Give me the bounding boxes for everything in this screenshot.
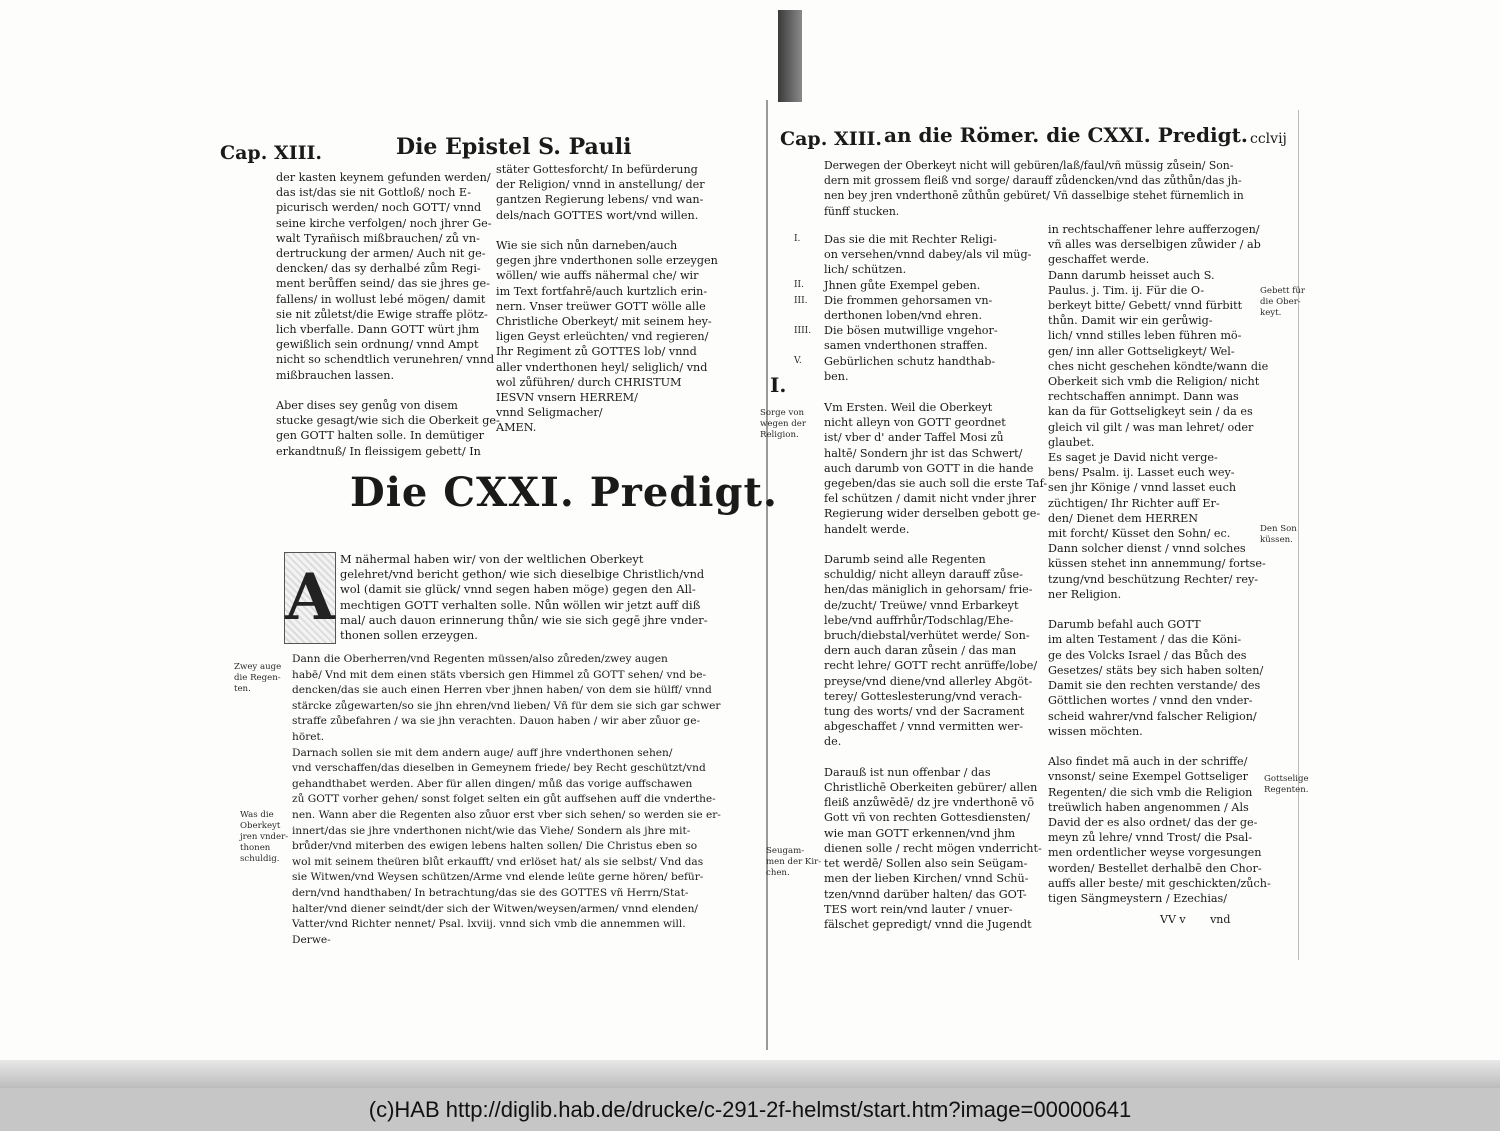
text-line [824, 750, 1044, 765]
text-line: stärcke zůgewarten/so sie jhn ehren/vnd lieben/ Vñ für dem sie sich gar schwer [292, 699, 721, 712]
margin-note-rulers [1264, 774, 1309, 796]
list-line: Gebürlichen schutz handthab- [824, 354, 996, 368]
text-line: gen GOTT halten solle. In demütiger [276, 429, 485, 443]
text-line: Oberkeit sich vmb die Religion/ nicht [1048, 375, 1260, 389]
text-line: Also findet mā auch in der schriffe/ [1048, 755, 1248, 769]
text-line: dienen solle / recht mögen vnderricht- [824, 841, 1042, 855]
text-line: halter/vnd diener seindt/der sich der Witwen/weysen/armen/ vnnd elenden/ [292, 902, 698, 915]
text-line: men ordentlicher weyse vorgesungen [1048, 846, 1262, 860]
text-line: worden/ Bestellet derhalbē den Chor- [1048, 861, 1262, 875]
text-line: thonen sollen erzeygen. [340, 628, 478, 643]
left-column-2 [496, 162, 716, 436]
list-numeral: IIII. [794, 326, 812, 336]
margin-line: men der Kir- [766, 857, 822, 867]
text-line: wol (damit sie glück/ vnnd segen haben möge) gegen den All- [340, 582, 696, 597]
text-line: ment berůffen seind/ das sie jhres ge- [276, 277, 490, 291]
text-line: tzen/vnnd darüber halten/ das GOT- [824, 887, 1027, 901]
text-line: nern. Vnser treüwer GOTT wölle alle [496, 299, 706, 313]
right-column-1 [824, 400, 1048, 932]
text-line: dern mit grossem fleiß vnd sorge/ darauff zůdencken/vnd das zůthůn/das jh- [824, 174, 1242, 188]
margin-note-nursing-mothers [766, 846, 821, 879]
list-numeral: III. [794, 296, 808, 306]
text-line: in rechtschaffener lehre aufferzogen/ [1048, 223, 1260, 236]
list-line: samen vnderthonen straffen. [824, 339, 988, 353]
text-line: tung des worts/ vnd der Sacrament [824, 705, 1025, 719]
margin-note-religion [760, 408, 806, 441]
text-line: Darauß ist nun offenbar / das [824, 765, 991, 779]
margin-note-two-eyes [234, 662, 281, 695]
text-line: Darumb seind alle Regenten [824, 553, 986, 567]
text-line: lebe/vnd auffrhůr/Todschlag/Ehe- [824, 613, 1014, 627]
text-line: Paulus. j. Tim. ij. Für die O- [1048, 283, 1205, 297]
text-line: das ist/das sie nit Gottloß/ noch E- [276, 186, 472, 200]
text-line: gantzen Regierung lebens/ vnd wan- [496, 193, 704, 207]
text-line: züchtigen/ Ihr Richter auff Er- [1048, 496, 1220, 510]
left-column-1 [276, 170, 500, 459]
text-line: gewißlich sein ordnung/ vnnd Ampt [276, 338, 479, 352]
text-line: Göttlichen wortes / vnnd den vnder- [1048, 694, 1253, 708]
list-line: lich/ schützen. [824, 263, 907, 277]
text-line: gegen jhre vnderthonen solle erzeygen [496, 254, 718, 268]
margin-line: wegen der [760, 419, 806, 429]
text-line: lich vberfalle. Dann GOTT würt jhm [276, 323, 480, 337]
list-numeral: V. [794, 356, 802, 366]
section-numeral: I. [770, 373, 787, 397]
list-line: ben. [824, 369, 849, 383]
margin-line: keyt. [1260, 308, 1282, 318]
text-line: vnnd Seligmacher/ [496, 406, 603, 420]
text-line [824, 537, 1044, 552]
text-line: tet werdē/ Sollen also sein Seügam- [824, 857, 1028, 871]
text-line: tzung/vnd beschützung Rechter/ rey- [1048, 572, 1259, 586]
text-line: erkandtnuß/ In fleissigem gebett/ In [276, 444, 481, 458]
text-line: gelehret/vnd bericht gethon/ wie sich dieselbige Christlich/vnd [340, 567, 705, 582]
text-line: wöllen/ wie auffs nähermal che/ wir [496, 269, 699, 283]
text-line: straffe zůbefahren / wa sie jhn verachten. Dauon haben / wir aber zůuor ge- [292, 715, 701, 728]
catchword: VV v vnd [1160, 913, 1231, 926]
text-line: treüwlich haben angenommen / Als [1048, 800, 1249, 814]
text-line: sie Witwen/vnd Weysen schützen/Arme vnd elende leüte gerne hören/ befür- [292, 871, 704, 884]
book-gutter-shadow [778, 10, 802, 102]
sermon-intro [340, 552, 720, 643]
text-line: mit forcht/ Küsset den Sohn/ ec. [1048, 527, 1231, 541]
text-line: ches nicht geschehen köndte/wann die [1048, 359, 1269, 373]
text-line: hen/das mäniglich in gehorsam/ frie- [824, 583, 1033, 597]
text-line: IESVN vnsern HERREM/ [496, 391, 638, 405]
text-line: dern/vnd handthaben/ In betrachtung/das sie des GOTTES vñ Herrn/Stat- [292, 886, 689, 899]
text-line: Dann solcher dienst / vnnd solches [1048, 542, 1246, 556]
text-line: im Text fortfahrē/auch kurtzlich erin- [496, 284, 708, 298]
text-line: glaubet. [1048, 435, 1095, 449]
margin-line: Gottselige [1264, 774, 1309, 784]
text-line: mißbrauchen lassen. [276, 368, 395, 382]
margin-line: Sorge von [760, 408, 805, 418]
text-line: innert/das sie jhre vnderthonen nicht/wie das Viehe/ Sondern als jhre mit- [292, 824, 691, 837]
text-line: Vm Ersten. Weil die Oberkeyt [824, 401, 993, 414]
text-line: thůn. Damit wir ein gerůwig- [1048, 314, 1213, 328]
text-line: tigen Sängmeystern / Ezechias/ [1048, 891, 1228, 905]
text-line: rechtschaffen annimpt. Dann was [1048, 390, 1239, 404]
decorated-initial: A [284, 552, 336, 644]
text-line: bens/ Psalm. ij. Lasset euch wey- [1048, 466, 1235, 480]
text-line: Ihr Regiment zů GOTTES lob/ vnnd [496, 345, 697, 359]
text-line: Derwe- [292, 933, 331, 946]
sermon-body [292, 652, 732, 948]
list-line: Die frommen gehorsamen vn- [824, 293, 993, 307]
text-line: seine kirche verfolgen/ noch jhrer Ge- [276, 216, 492, 230]
margin-line: Zwey auge [234, 662, 282, 672]
text-line: handelt werde. [824, 522, 910, 536]
text-line: stucke gesagt/wie sich die Oberkeit ge- [276, 414, 500, 428]
list-line: on versehen/vnnd dabey/als vil müg- [824, 248, 1032, 262]
text-line: vnd verschaffen/das dieselben in Gemeynem friede/ bey Recht geschützt/vnd [292, 762, 706, 775]
five-points-list [824, 232, 1044, 384]
text-line: Damit sie den rechten verstande/ des [1048, 679, 1261, 693]
text-line: Dann die Oberherren/vnd Regenten müssen/also zůreden/zwey augen [292, 653, 668, 665]
text-line: dern auch daran zůsein / das man [824, 644, 1017, 658]
margin-line: schuldig. [240, 854, 280, 864]
text-line: dencken/das sie auch einen Herren vber jhnen haben/ von dem sie hülff/ vnnd [292, 684, 712, 697]
margin-line: Den Son [1260, 524, 1297, 534]
text-line: wol zůführen/ durch CHRISTUM [496, 375, 682, 389]
text-line: gen/ inn aller Gottseligkeyt/ Wel- [1048, 344, 1235, 358]
right-page [760, 123, 1309, 931]
text-line: küssen stehet inn annemmung/ fortse- [1048, 557, 1266, 571]
text-line: recht lehre/ GOTT recht anrüffe/lobe/ [824, 659, 1038, 673]
text-line: Wie sie sich nůn darneben/auch [496, 239, 678, 253]
text-line: Aber dises sey genůg von disem [276, 399, 458, 413]
margin-line: jren vnder- [240, 832, 289, 842]
text-line: wissen möchten. [1048, 724, 1143, 738]
text-line: berkeyt bitte/ Gebett/ vnnd fürbitt [1048, 299, 1243, 313]
text-line: höret. [292, 730, 325, 743]
text-line: haltē/ Sondern jhr ist das Schwert/ [824, 446, 1023, 460]
text-line: habē/ Vnd mit dem einen stäts vbersich gen Himmel zů GOTT sehen/ vnd be- [292, 668, 707, 681]
right-column-2 [1048, 222, 1271, 906]
text-line: nicht alleyn von GOTT geordnet [824, 416, 1006, 430]
text-line: mechtigen GOTT verhalten solle. Nůn wöllen wir jetzt auff diß [340, 597, 701, 612]
margin-line: die Regen- [234, 673, 281, 683]
margin-line: Regenten. [1264, 785, 1309, 795]
text-line: vnsonst/ seine Exempel Gottseliger [1048, 770, 1249, 784]
text-line: ge des Volcks Israel / das Bůch des [1048, 648, 1247, 662]
text-line: terey/ Gotteslesterung/vnd verach- [824, 689, 1022, 703]
sermon-title: Die CXXI. Predigt. [350, 469, 778, 516]
margin-line: Oberkeyt [240, 821, 281, 831]
text-line: den/ Dienet dem HERREN [1048, 511, 1199, 525]
text-line: fallens/ in wollust lebé mögen/ damit [276, 292, 486, 306]
text-line: de/zucht/ Treüwe/ vnnd Erbarkeyt [824, 598, 1019, 612]
text-line: nen. Wann aber die Regenten also zůuor erst vber sich sehen/ so werden sie er- [292, 808, 721, 821]
margin-line: die Ober- [1260, 297, 1301, 307]
text-line: schuldig/ nicht alleyn darauff zůse- [824, 568, 1023, 582]
text-line [1048, 739, 1260, 754]
left-page [210, 134, 778, 946]
left-chapter-heading: Cap. XIII. [220, 142, 322, 164]
margin-line: Seugam- [766, 846, 805, 856]
text-line: dels/nach GOTTES wort/vnd willen. [496, 208, 699, 222]
text-line: nen bey jren vnderthonē zůthůn gebüret/ Vñ dasselbige stehet fürnemlich in [824, 189, 1244, 203]
margin-line: Was die [240, 810, 274, 820]
margin-line: küssen. [1260, 535, 1293, 545]
text-line: lich/ vnnd stilles leben führen mö- [1048, 329, 1242, 343]
text-line: brůder/vnd miterben des ewigen lebens halten sollen/ Die Christus eben so [292, 840, 698, 853]
folio-number: cclvij [1250, 131, 1287, 147]
text-line: de. [824, 735, 842, 749]
margin-line: chen. [766, 868, 790, 878]
text-line: im alten Testament / das die Köni- [1048, 633, 1242, 647]
text-line: mal/ auch dauon erinnerung thůn/ wie sie sich gegē jhre vnder- [340, 612, 708, 627]
text-line: Gesetzes/ stäts bey sich haben solten/ [1048, 663, 1264, 677]
text-line: Christliche Oberkeyt/ mit seinem hey- [496, 315, 712, 329]
text-line: ner Religion. [1048, 587, 1122, 601]
text-line: bruch/diebstal/verhütet werde/ Son- [824, 629, 1030, 643]
text-line: Regierung wider derselben gebott ge- [824, 507, 1041, 521]
text-line: Darnach sollen sie mit dem andern auge/ auff jhre vnderthonen sehen/ [292, 746, 673, 759]
text-line: auffs aller beste/ mit geschickten/zůch- [1048, 876, 1271, 890]
text-line: zů GOTT vorher gehen/ sonst folget selten ein gůt auffsehen auff die vnderthe- [292, 793, 716, 806]
text-line: der kasten keynem gefunden werden/ [276, 171, 491, 184]
scan-bottom-shadow [0, 1060, 1500, 1088]
text-line: dertruckung der armen/ Auch nit ge- [276, 247, 486, 261]
text-line: Dann darumb heisset auch S. [1048, 268, 1215, 282]
text-line: gehandthabet werden. Aber für allen dingen/ můß das vorige auffschawen [292, 777, 693, 790]
text-line: auch darumb von GOTT in die hande [824, 461, 1034, 475]
page-fold-line [766, 100, 768, 1050]
text-line: gegeben/das sie auch soll die erste Taf- [824, 477, 1048, 491]
text-line: walt Tyrañisch mißbrauchen/ zů vn- [276, 231, 480, 245]
text-line: abgeschaffet / vnnd vermitten wer- [824, 720, 1024, 734]
text-line: men der lieben Kirchen/ vnnd Schü- [824, 872, 1029, 886]
text-line: ist/ vber d' ander Taffel Mosi zů [824, 431, 1004, 445]
text-line: nicht so schendtlich verunehren/ vnnd [276, 353, 495, 367]
text-line: ligen Geyst erleüchten/ vnd regieren/ [496, 330, 709, 344]
text-line: kan da für Gottseligkeyt sein / da es [1048, 405, 1253, 419]
margin-line: Religion. [760, 430, 799, 440]
text-line: aller vnderthonen heyl/ seliglich/ vnd [496, 360, 708, 374]
text-line: dencken/ das sy derhalbé zům Regi- [276, 262, 481, 276]
margin-line: thonen [240, 843, 271, 853]
text-line: geschaffet werde. [1048, 253, 1150, 267]
text-line: fünff stucken. [824, 204, 900, 218]
margin-line: ten. [234, 684, 251, 694]
text-line: stäter Gottesforcht/ In befürderung [496, 163, 698, 176]
text-line: David der es also ordnet/ das der ge- [1048, 815, 1258, 829]
text-line: fel schützen / damit nicht vnder jhrer [824, 492, 1036, 506]
right-intro [824, 158, 1294, 219]
list-line: derthonen loben/vnd ehren. [824, 309, 983, 323]
list-line: Das sie die mit Rechter Religi- [824, 233, 997, 246]
text-line: fälschet gepredigt/ vnnd die Jugendt [824, 917, 1032, 931]
text-line: Regenten/ die sich vmb die Religion [1048, 785, 1253, 799]
text-line [496, 223, 716, 238]
list-line: Die bösen mutwillige vngehor- [824, 324, 998, 338]
list-numeral: I. [794, 234, 801, 244]
text-line: AMEN. [496, 421, 537, 435]
text-line: meyn zů lehre/ vnnd Trost/ die Psal- [1048, 831, 1253, 845]
text-line: sen jhr Könige / vnnd lasset euch [1048, 481, 1237, 495]
text-line: wie man GOTT erkennen/vnd jhm [824, 826, 1016, 840]
text-line: wol mit seinem theüren blůt erkaufft/ vnd erlöset hat/ als sie selbst/ Vnd das [292, 855, 704, 868]
text-line [276, 383, 494, 398]
text-line: Derwegen der Oberkeyt nicht will gebüren/laß/faul/vñ müssig zůsein/ Son- [824, 159, 1234, 172]
footer-copyright-url: (c)HAB http://diglib.hab.de/drucke/c-291-2f-helmst/start.htm?image=00000641 [0, 1088, 1500, 1131]
right-running-title: an die Römer. die CXXI. Predigt. [884, 123, 1248, 147]
list-line: Jhnen gůte Exempel geben. [824, 278, 981, 292]
text-line: der Religion/ vnnd in anstellung/ der [496, 178, 705, 192]
margin-line: Gebett für [1260, 286, 1305, 296]
text-line: scheid wahrer/vnd falscher Religion/ [1048, 709, 1257, 723]
text-line: Es saget je David nicht verge- [1048, 451, 1218, 465]
text-line: TES wort rein/vnd lauter / vnuer- [824, 902, 1013, 916]
text-line: Gott vñ von rechten Gottesdiensten/ [824, 811, 1030, 825]
text-line: preyse/vnd diene/vnd allerley Abgöt- [824, 674, 1033, 688]
right-chapter-heading: Cap. XIII. [780, 128, 882, 150]
text-line [1048, 602, 1260, 617]
text-line: picurisch werden/ noch GOTT/ vnnd [276, 201, 482, 215]
text-line: gleich vil gilt / was man lehret/ oder [1048, 420, 1254, 434]
text-line: Christlichē Oberkeiten gebürer/ allen [824, 781, 1038, 795]
text-line: sie nit zůletst/die Ewige straffe plötz- [276, 307, 488, 321]
text-line: Vatter/vnd Richter nennet/ Psal. lxviij. vnnd sich vmb die annemmen will. [292, 918, 686, 931]
left-running-title: Die Epistel S. Pauli [396, 134, 632, 160]
margin-note-kiss-son [1260, 524, 1297, 546]
list-numeral: II. [794, 280, 804, 290]
margin-note-duty [240, 810, 288, 865]
text-line: fleiß anzůwēdē/ dz jre vnderthonē vō [824, 796, 1035, 810]
margin-note-prayer [1260, 286, 1305, 319]
text-line: M nähermal haben wir/ von der weltlichen Oberkeyt [340, 552, 644, 566]
text-line: Darumb befahl auch GOTT [1048, 618, 1201, 632]
text-line: vñ alles was derselbigen zůwider / ab [1048, 238, 1261, 252]
